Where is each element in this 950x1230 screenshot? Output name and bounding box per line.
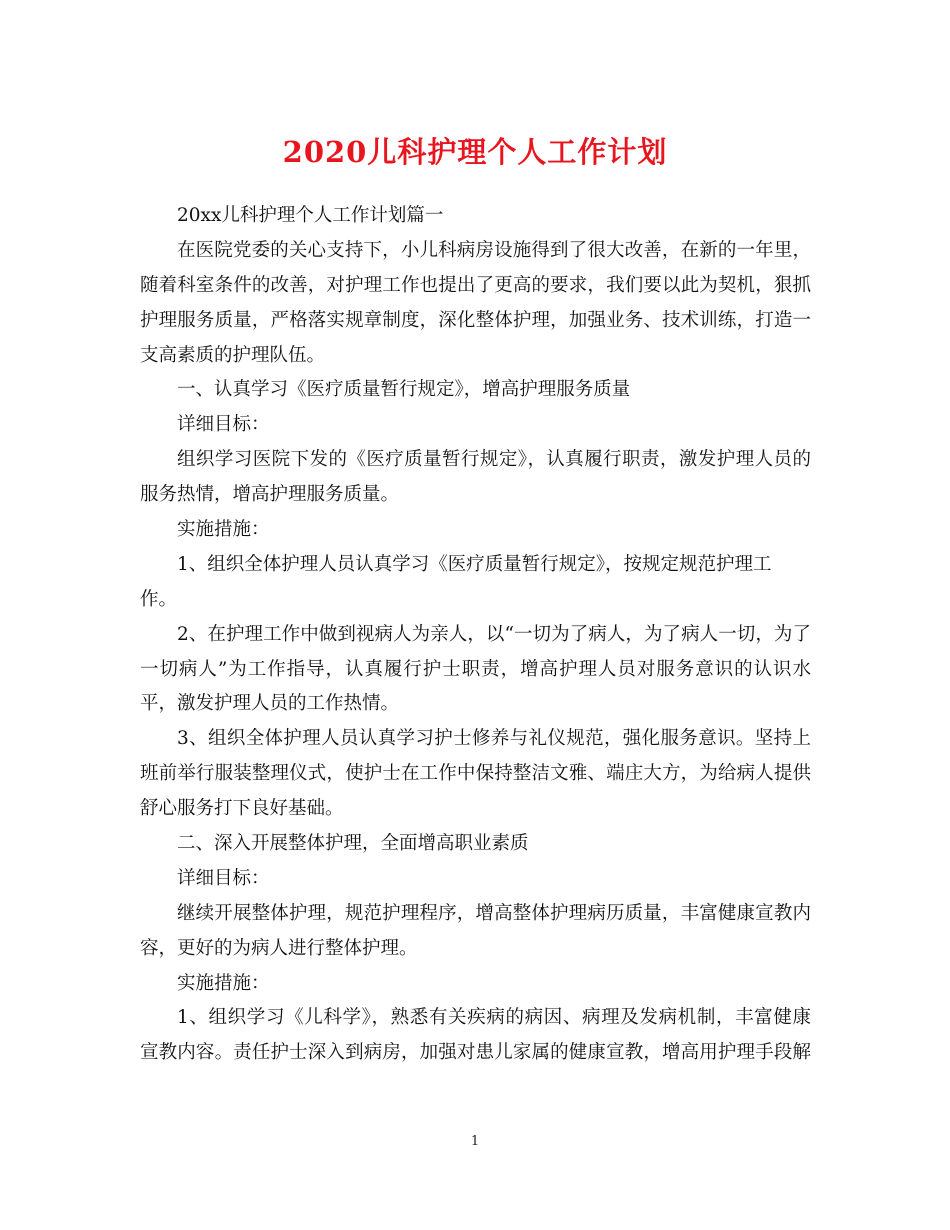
paragraph-line: 护理服务质量，严格落实规章制度，深化整体护理，加强业务、技术训练，打造一 [140,309,811,331]
page-number: 1 [470,1134,480,1149]
paragraph-line: 详细目标： [177,867,270,889]
paragraph-line: 宣教内容。责任护士深入到病房，加强对患儿家属的健康宣教，增高用护理手段解 [140,1042,811,1064]
paragraph-line: 二、深入开展整体护理，全面增高职业素质 [177,833,529,855]
paragraph-line: 1、组织全体护理人员认真学习《医疗质量暂行规定》，按规定规范护理工 [177,553,772,575]
paragraph-line: 2、在护理工作中做到视病人为亲人，以“一切为了病人，为了病人一切，为了 [177,623,811,645]
paragraph-line: 随着科室条件的改善，对护理工作也提出了更高的要求，我们要以此为契机，狠抓 [140,274,811,296]
document-title: 2020儿科护理个人工作计划 [282,135,668,169]
paragraph-line: 在医院党委的关心支持下，小儿科病房设施得到了很大改善，在新的一年里， [177,239,811,261]
paragraph-line: 班前举行服装整理仪式，使护士在工作中保持整洁文雅、端庄大方，为给病人提供 [140,763,811,785]
paragraph-line: 实施措施： [177,972,270,994]
paragraph-line: 继续开展整体护理，规范护理程序，增高整体护理病历质量，丰富健康宣教内 [177,902,811,924]
paragraph-line: 详细目标： [177,414,270,436]
paragraph-line: 组织学习医院下发的《医疗质量暂行规定》，认真履行职责，激发护理人员的 [177,449,811,471]
paragraph-line: 1、组织学习《儿科学》，熟悉有关疾病的病因、病理及发病机制，丰富健康 [177,1007,811,1029]
paragraph-line: 服务热情，增高护理服务质量。 [140,484,400,506]
paragraph-line: 平，激发护理人员的工作热情。 [140,693,400,715]
document-body [140,199,811,1071]
paragraph-line: 容，更好的为病人进行整体护理。 [140,937,418,959]
paragraph-line: 舒心服务打下良好基础。 [140,798,344,820]
paragraph-line: 实施措施： [177,519,270,541]
paragraph-line: 一、认真学习《医疗质量暂行规定》，增高护理服务质量 [177,379,631,401]
paragraph-line: 3、组织全体护理人员认真学习护士修养与礼仪规范，强化服务意识。坚持上 [177,728,811,750]
paragraph-line: 20xx儿科护理个人工作计划篇一 [177,205,444,226]
paragraph-line: 作。 [140,588,178,610]
paragraph-line: 一切病人”为工作指导，认真履行护士职责，增高护理人员对服务意识的认识水 [140,658,811,680]
paragraph-line: 支高素质的护理队伍。 [140,344,326,366]
